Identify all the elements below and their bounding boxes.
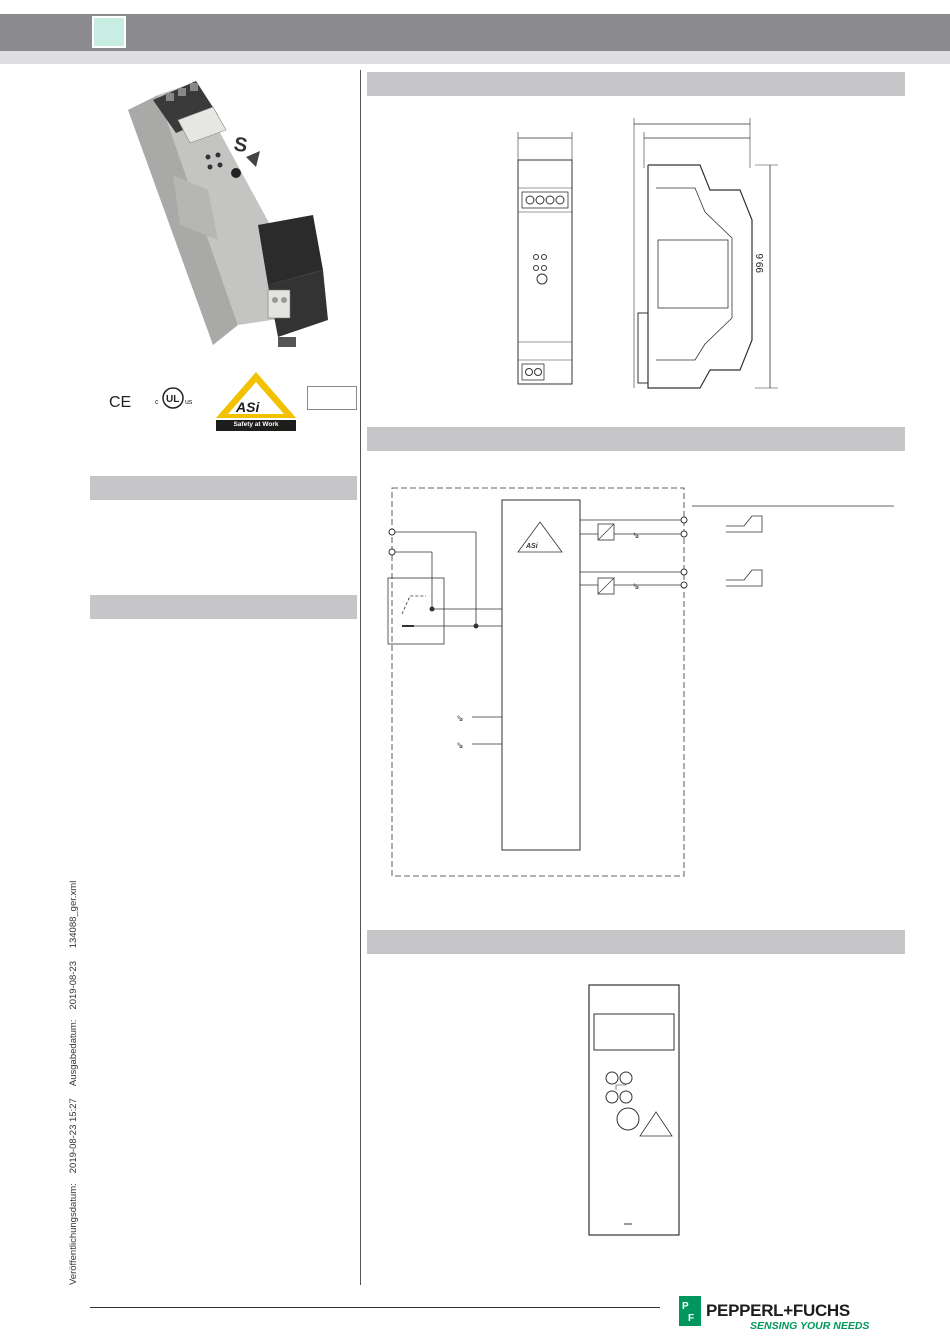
- svg-text:F: F: [688, 1313, 695, 1324]
- svg-text:⇘: ⇘: [456, 713, 464, 723]
- ce-mark-icon: [108, 392, 134, 410]
- issue-label: Ausgabedatum:: [68, 1019, 79, 1087]
- svg-text:⇘: ⇘: [632, 581, 640, 591]
- brand-slogan: SENSING YOUR NEEDS: [750, 1320, 870, 1332]
- section-bar-front-view: [367, 930, 905, 954]
- svg-text:S: S: [232, 133, 250, 158]
- svg-text:c: c: [155, 399, 159, 406]
- dimension-height-label: 99.6: [755, 253, 766, 273]
- ul-mark-icon: [155, 386, 205, 412]
- svg-text:⇘: ⇘: [456, 740, 464, 750]
- footer-rule: [90, 1307, 660, 1308]
- svg-text:CE: CE: [109, 394, 132, 410]
- section-bar-left-2: [90, 595, 357, 619]
- header-accent-square: [92, 16, 126, 48]
- svg-text:UL: UL: [166, 394, 180, 405]
- svg-text:⇘: ⇘: [632, 530, 640, 540]
- brand-logo-icon: [679, 1296, 701, 1326]
- svg-text:P: P: [682, 1301, 689, 1312]
- asi-tagline: Safety at Work: [233, 421, 279, 428]
- certification-box: [307, 386, 357, 410]
- publication-label: Veröffentlichungsdatum:: [68, 1183, 79, 1285]
- header-subbar: [0, 51, 950, 64]
- product-photo: [118, 75, 333, 360]
- section-bar-connection: [367, 427, 905, 451]
- wiring-diagram: [380, 484, 900, 884]
- header-bar: [0, 14, 950, 51]
- svg-text:us: us: [185, 399, 193, 406]
- svg-text:ASi: ASi: [236, 399, 260, 415]
- svg-text:ASi: ASi: [526, 543, 538, 550]
- issue-value: 2019-08-23: [68, 960, 79, 1010]
- section-bar-dimensions: [367, 72, 905, 96]
- front-view-drawing: [586, 982, 682, 1238]
- publication-value: 2019-08-23 15:27: [68, 1098, 79, 1174]
- column-divider: [360, 70, 361, 1285]
- footer-publication-meta: [68, 871, 79, 1285]
- brand-name: PEPPERL+FUCHS: [706, 1301, 850, 1320]
- file-name: 134088_ger.xml: [68, 880, 79, 949]
- section-bar-left-1: [90, 476, 357, 500]
